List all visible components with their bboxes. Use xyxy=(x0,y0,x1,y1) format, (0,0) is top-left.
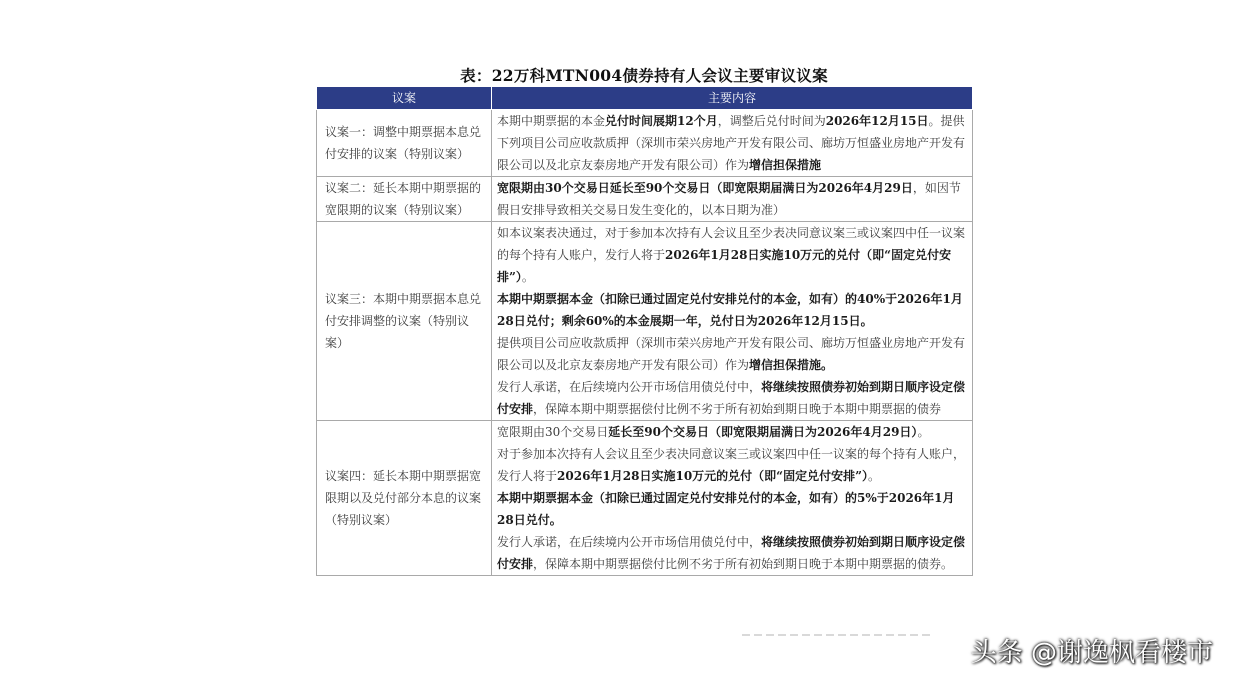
content-text: ，调整后兑付时间为 xyxy=(717,114,826,128)
table-row xyxy=(317,222,973,421)
emphasis-text: 兑付时间展期12个月 xyxy=(605,114,718,128)
content-text: 发行人承诺，在后续境内公开市场信用债兑付中， xyxy=(497,535,762,549)
emphasis-text: 本期中期票据本金（扣除已通过固定兑付安排兑付的本金，如有）的40%于2026年1月28日兑付；剩余60%的本金展期一年，兑付日为2026年12月15日。 xyxy=(497,292,963,328)
table-row xyxy=(317,421,973,576)
proposal-name: 议案三：本期中期票据本息兑付安排调整的议案（特别议案） xyxy=(317,222,492,421)
proposal-content xyxy=(492,421,973,576)
content-text: 本期中期票据的本金 xyxy=(497,114,606,128)
emphasis-text: 2026年1月28日实施10万元的兑付（即“固定兑付安排”） xyxy=(497,248,952,284)
content-text: 。 xyxy=(867,469,880,483)
emphasis-text: 本期中期票据本金（扣除已通过固定兑付安排兑付的本金，如有）的5%于2026年1月28日兑付。 xyxy=(497,491,955,527)
content-text: 。 xyxy=(917,425,930,439)
header-main-content: 主要内容 xyxy=(492,87,973,110)
content-text: 提供项目公司应收款质押（深圳市荣兴房地产开发有限公司、廊坊万恒盛业房地产开发有限公司以及北京友泰房地产开发有限公司）作为 xyxy=(497,336,966,372)
content-text: 。 xyxy=(521,270,534,284)
proposals-table xyxy=(316,86,973,576)
emphasis-text: 将继续按照债券初始到期日顺序设定偿付安排 xyxy=(497,380,966,416)
emphasis-text: 延长至90个交易日（即宽限期届满日为2026年4月29日） xyxy=(608,425,918,439)
table-row xyxy=(317,177,973,222)
content-text: 如本议案表决通过，对于参加本次持有人会议且至少表决同意议案三或议案四中任一议案的每个持有人账户，发行人将于 xyxy=(497,226,966,262)
divider xyxy=(742,634,932,636)
content-text: 宽限期由30个交易日 xyxy=(497,425,609,439)
table-title: 表：22万科MTN004债券持有人会议主要审议议案 xyxy=(460,66,828,85)
content-text: 发行人承诺，在后续境内公开市场信用债兑付中， xyxy=(497,380,762,394)
proposal-name: 议案二：延长本期中期票据的宽限期的议案（特别议案） xyxy=(317,177,492,222)
emphasis-text: 增信担保措施。 xyxy=(749,358,834,372)
emphasis-text: 宽限期由30个交易日延长至90个交易日（即宽限期届满日为2026年4月29日 xyxy=(497,181,913,195)
table-row xyxy=(317,110,973,177)
watermark: 头条 @谢逸枫看楼市 xyxy=(970,638,1213,668)
proposal-name: 议案四：延长本期中期票据宽限期以及兑付部分本息的议案（特别议案） xyxy=(317,421,492,576)
content-text: ，如因节假日安排导致相关交易日发生变化的，以本日期为准） xyxy=(497,181,961,217)
header-proposal: 议案 xyxy=(317,87,492,110)
content-text: 。提供下列项目公司应收款质押（深圳市荣兴房地产开发有限公司、廊坊万恒盛业房地产开发有限公司以及北京友泰房地产开发有限公司）作为 xyxy=(497,114,966,172)
emphasis-text: 增信担保措施 xyxy=(749,158,822,172)
table-header-row xyxy=(317,87,973,110)
proposal-content xyxy=(492,177,973,222)
emphasis-text: 2026年1月28日实施10万元的兑付（即“固定兑付安排”） xyxy=(557,469,868,483)
emphasis-text: 将继续按照债券初始到期日顺序设定偿付安排 xyxy=(497,535,966,571)
content-text: ，保障本期中期票据偿付比例不劣于所有初始到期日晚于本期中期票据的债券 xyxy=(533,402,942,416)
content-text: ，保障本期中期票据偿付比例不劣于所有初始到期日晚于本期中期票据的债券。 xyxy=(533,557,954,571)
proposal-content xyxy=(492,222,973,421)
content-text: 对于参加本次持有人会议且至少表决同意议案三或议案四中任一议案的每个持有人账户，发行人将于 xyxy=(497,447,966,483)
proposal-name: 议案一：调整中期票据本息兑付安排的议案（特别议案） xyxy=(317,110,492,177)
emphasis-text: 2026年12月15日 xyxy=(825,114,929,128)
proposal-content xyxy=(492,110,973,177)
